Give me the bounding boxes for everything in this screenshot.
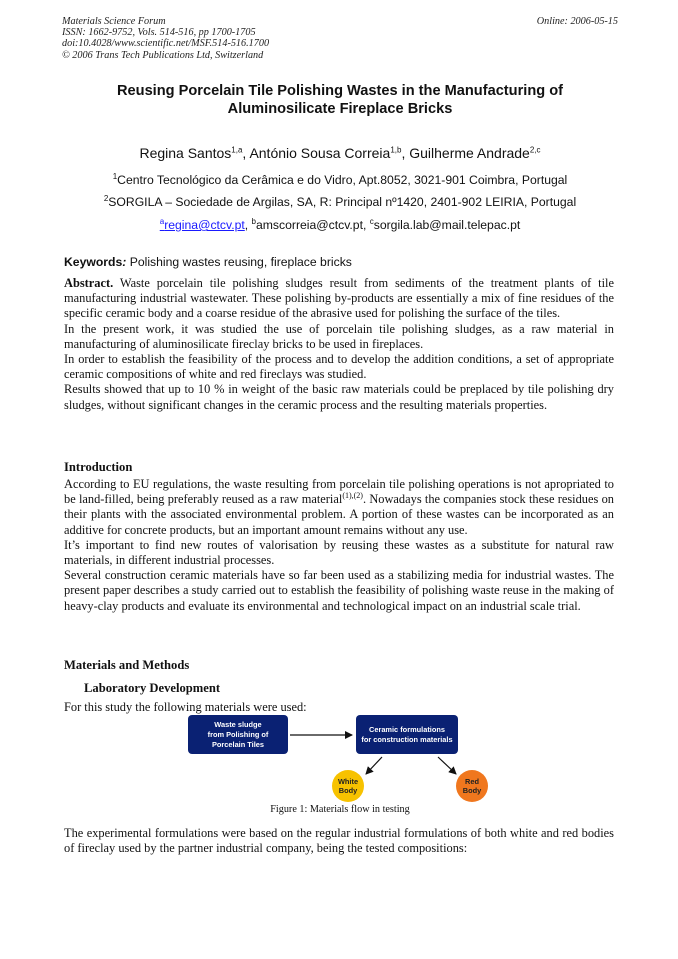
- keywords: [64, 254, 618, 270]
- email-link[interactable]: [160, 218, 245, 232]
- keywords-label: Keywords: [64, 255, 123, 269]
- author-sup: 1,a: [231, 145, 243, 155]
- abstract-paragraph: In the present work, it was studied the use of porcelain tile polishing sludges, as a raw material in manufacturing of aluminosilicate fireclay bricks to be used in fireplaces.: [64, 321, 614, 351]
- affiliation-sup: 1: [112, 171, 118, 181]
- journal-copyright: © 2006 Trans Tech Publications Ltd, Switzerland: [62, 49, 264, 61]
- figure-caption: Figure 1: Materials flow in testing: [270, 804, 410, 815]
- email-address: sorgila.lab@mail.telepac.pt: [373, 218, 521, 232]
- body-paragraph: Several construction ceramic materials have so far been used as a stabilizing media for industrial wastes. The present paper describes a study carried out to establish the feasibility of polishing waste reuse in the making of heavy-clay products and evaluate its environmental and technological impact on an industrial scale trial.: [64, 568, 614, 613]
- affiliation-sup: 2: [103, 193, 109, 203]
- box-text: Porcelain Tiles: [211, 739, 265, 749]
- affiliation-text: Centro Tecnológico da Cerâmica e do Vidro, Apt.8052, 3021-901 Coimbra, Portugal: [117, 173, 568, 187]
- box-text: Waste sludge: [214, 719, 262, 729]
- body-paragraph: For this study the following materials were used:: [64, 700, 307, 714]
- white-body-node: [332, 770, 364, 802]
- affiliation-text: SORGILA – Sociedade de Argilas, SA, R: Principal nº1420, 2401-902 LEIRIA, Portugal: [108, 195, 577, 209]
- arrow-to-red-body: [438, 757, 456, 774]
- body-paragraph: It’s important to find new routes of valorisation by reusing these wastes as a substitute for natural raw materials, in different industrial processes.: [64, 537, 614, 568]
- email-separator: ,: [244, 218, 252, 232]
- journal-issn: ISSN: 1662-9752, Vols. 514-516, pp 1700-1705: [62, 27, 256, 39]
- title-line-2: Aluminosilicate Fireplace Bricks: [227, 101, 453, 117]
- node-text: Red: [465, 777, 479, 786]
- subsection-heading: Laboratory Development: [84, 681, 221, 695]
- journal-name: Materials Science Forum: [62, 16, 166, 27]
- journal-doi: doi:10.4028/www.scientific.net/MSF.514-516.1700: [62, 38, 270, 50]
- email-address: regina@ctcv.pt: [164, 218, 245, 232]
- abstract-label: Abstract.: [64, 276, 114, 290]
- body-paragraph: The experimental formulations were based on the regular industrial formulations of both white and red bodies of fireclay used by the partner industrial company, being the tested compositions:: [64, 826, 614, 856]
- figure-materials-flow: [180, 712, 500, 804]
- waste-sludge-box: [188, 715, 288, 754]
- paper-title: [62, 82, 618, 118]
- ceramic-formulations-box: [356, 715, 458, 754]
- keywords-text: Polishing wastes reusing, fireplace bricks: [126, 255, 352, 269]
- author-sup: 2,c: [529, 145, 541, 155]
- author-separator: ,: [242, 145, 250, 161]
- abstract-paragraph: In order to establish the feasibility of the process and to develop the addition conditions, a set of appropriate ceramic compositions of white and red fireclays was studied.: [64, 352, 614, 382]
- node-text: White: [337, 777, 359, 786]
- affiliation-1: [62, 172, 618, 188]
- author-sup: 1,b: [390, 145, 402, 155]
- author-emails: [62, 217, 618, 233]
- email-address: amscorreia@ctcv.pt: [256, 218, 363, 232]
- introduction-body: [64, 477, 614, 614]
- arrow-to-white-body: [366, 757, 382, 774]
- section-heading-methods: Materials and Methods: [64, 658, 190, 672]
- author-name: Guilherme Andrade: [409, 145, 530, 161]
- node-text: Body: [462, 786, 482, 795]
- email-sup: a: [159, 216, 165, 226]
- author-list: [62, 144, 618, 162]
- title-line-1: Reusing Porcelain Tile Polishing Wastes in the Manufacturing of: [117, 83, 563, 99]
- box-text: Ceramic formulations: [369, 724, 445, 734]
- box-text: from Polishing of: [207, 729, 269, 739]
- journal-header: [62, 16, 618, 61]
- author-name: Regina Santos: [139, 145, 232, 161]
- body-paragraph: [64, 477, 614, 538]
- methods-body: [64, 826, 614, 856]
- abstract-paragraph: Results showed that up to 10 % in weight of the basic raw materials could be preplaced by tile polishing dry sludges, without significant changes in the ceramic process and the resulting materials properties.: [64, 382, 614, 412]
- section-heading-introduction: Introduction: [64, 460, 133, 474]
- citation-ref: (1),(2): [342, 491, 363, 501]
- keywords-colon: :: [122, 255, 127, 269]
- abstract: [64, 276, 614, 413]
- body-text: According to EU regulations, the waste resulting from porcelain tile polishing operations is not apropriated to be land-filled, being preferably reused as a raw material: [64, 477, 614, 507]
- body-text: . Nowadays the companies stock these residues on their plants with the associated environmental problem. A portion of these wastes can be incorporated as an additive for concrete products, but an important amount remains without any use.: [64, 492, 614, 537]
- email-sup: c: [369, 216, 374, 226]
- red-body-node: [456, 770, 488, 802]
- box-text: for construction materials: [361, 734, 453, 744]
- abstract-text: Waste porcelain tile polishing sludges result from sediments of the treatment plants of tile manufacturing industrial wastewater. These polishing by-products are essentially a mix of fine residues of the specific ceramic body and a coarse residue of the abrasive used for polishing the surface of the tiles.: [64, 276, 614, 321]
- affiliation-2: [62, 194, 618, 210]
- online-date: Online: 2006-05-15: [536, 16, 618, 27]
- email-separator: ,: [362, 218, 370, 232]
- author-name: António Sousa Correia: [249, 145, 391, 161]
- node-text: Body: [338, 786, 358, 795]
- author-separator: ,: [401, 145, 410, 161]
- email-sup: b: [251, 216, 256, 226]
- abstract-paragraph: [64, 276, 614, 322]
